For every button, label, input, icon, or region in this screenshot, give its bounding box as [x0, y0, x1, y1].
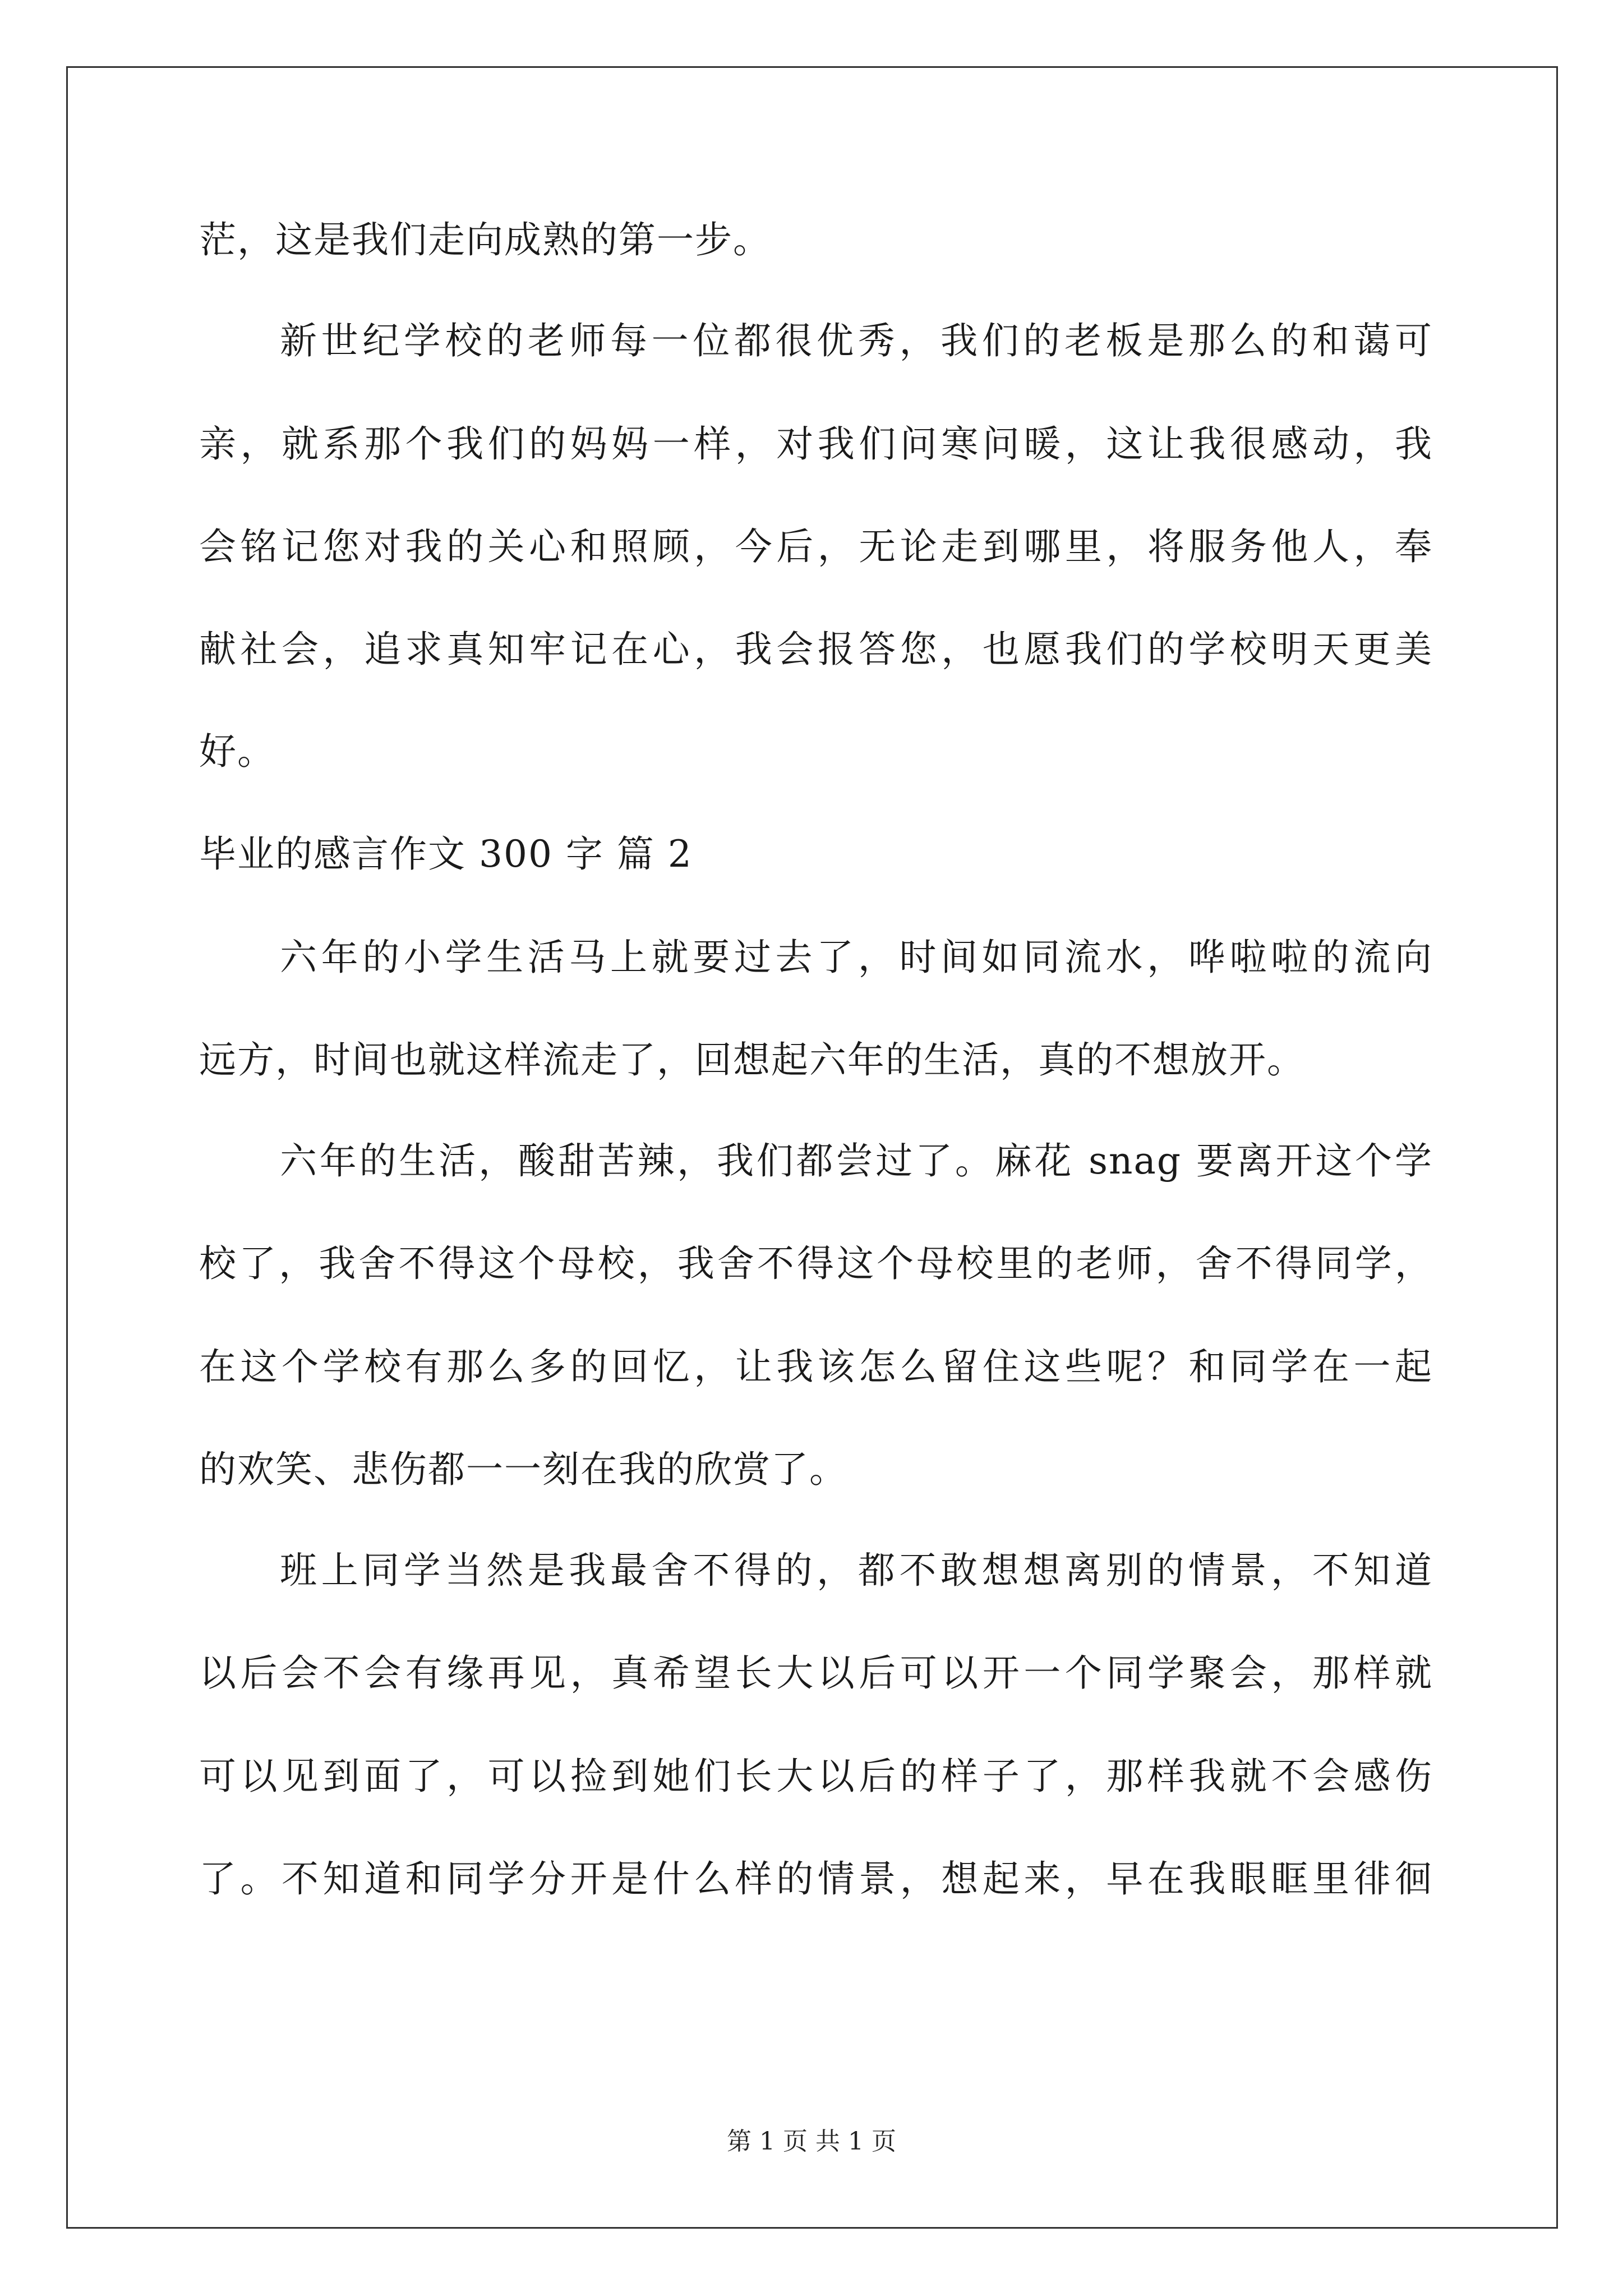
section-heading: 毕业的感言作文 300 字 篇 2 [199, 832, 693, 876]
text-line: 献社会，追求真知牢记在心，我会报答您，也愿我们的学校明天更美 [199, 628, 1433, 671]
text-line: 六年的生活，酸甜苦辣，我们都尝过了。麻花 snag 要离开这个学 [280, 1139, 1433, 1182]
text-line: 了。不知道和同学分开是什么样的情景，想起来，早在我眼眶里徘徊 [199, 1857, 1433, 1901]
text-line: 会铭记您对我的关心和照顾，今后，无论走到哪里，将服务他人，奉 [199, 525, 1433, 568]
text-line: 可以见到面了，可以捡到她们长大以后的样子了，那样我就不会感伤 [199, 1755, 1433, 1798]
page-footer: 第 1 页 共 1 页 [727, 2127, 896, 2156]
text-line: 六年的小学生活马上就要过去了，时间如同流水，哗啦啦的流向 [280, 936, 1433, 979]
text-line: 班上同学当然是我最舍不得的，都不敢想想离别的情景，不知道 [280, 1549, 1433, 1592]
text-line: 的欢笑、悲伤都一一刻在我的欣赏了。 [199, 1448, 847, 1491]
text-line: 校了，我舍不得这个母校，我舍不得这个母校里的老师，舍不得同学， [199, 1242, 1433, 1285]
text-line: 亲，就系那个我们的妈妈一样，对我们问寒问暖，这让我很感动，我 [199, 422, 1433, 466]
text-line: 好。 [199, 730, 275, 773]
text-line: 新世纪学校的老师每一位都很优秀，我们的老板是那么的和蔼可 [280, 319, 1433, 362]
text-line: 茫，这是我们走向成熟的第一步。 [199, 218, 771, 261]
text-line: 远方，时间也就这样流走了，回想起六年的生活，真的不想放开。 [199, 1038, 1305, 1082]
text-line: 在这个学校有那么多的回忆，让我该怎么留住这些呢？和同学在一起 [199, 1345, 1433, 1388]
text-line: 以后会不会有缘再见，真希望长大以后可以开一个同学聚会，那样就 [199, 1651, 1433, 1695]
